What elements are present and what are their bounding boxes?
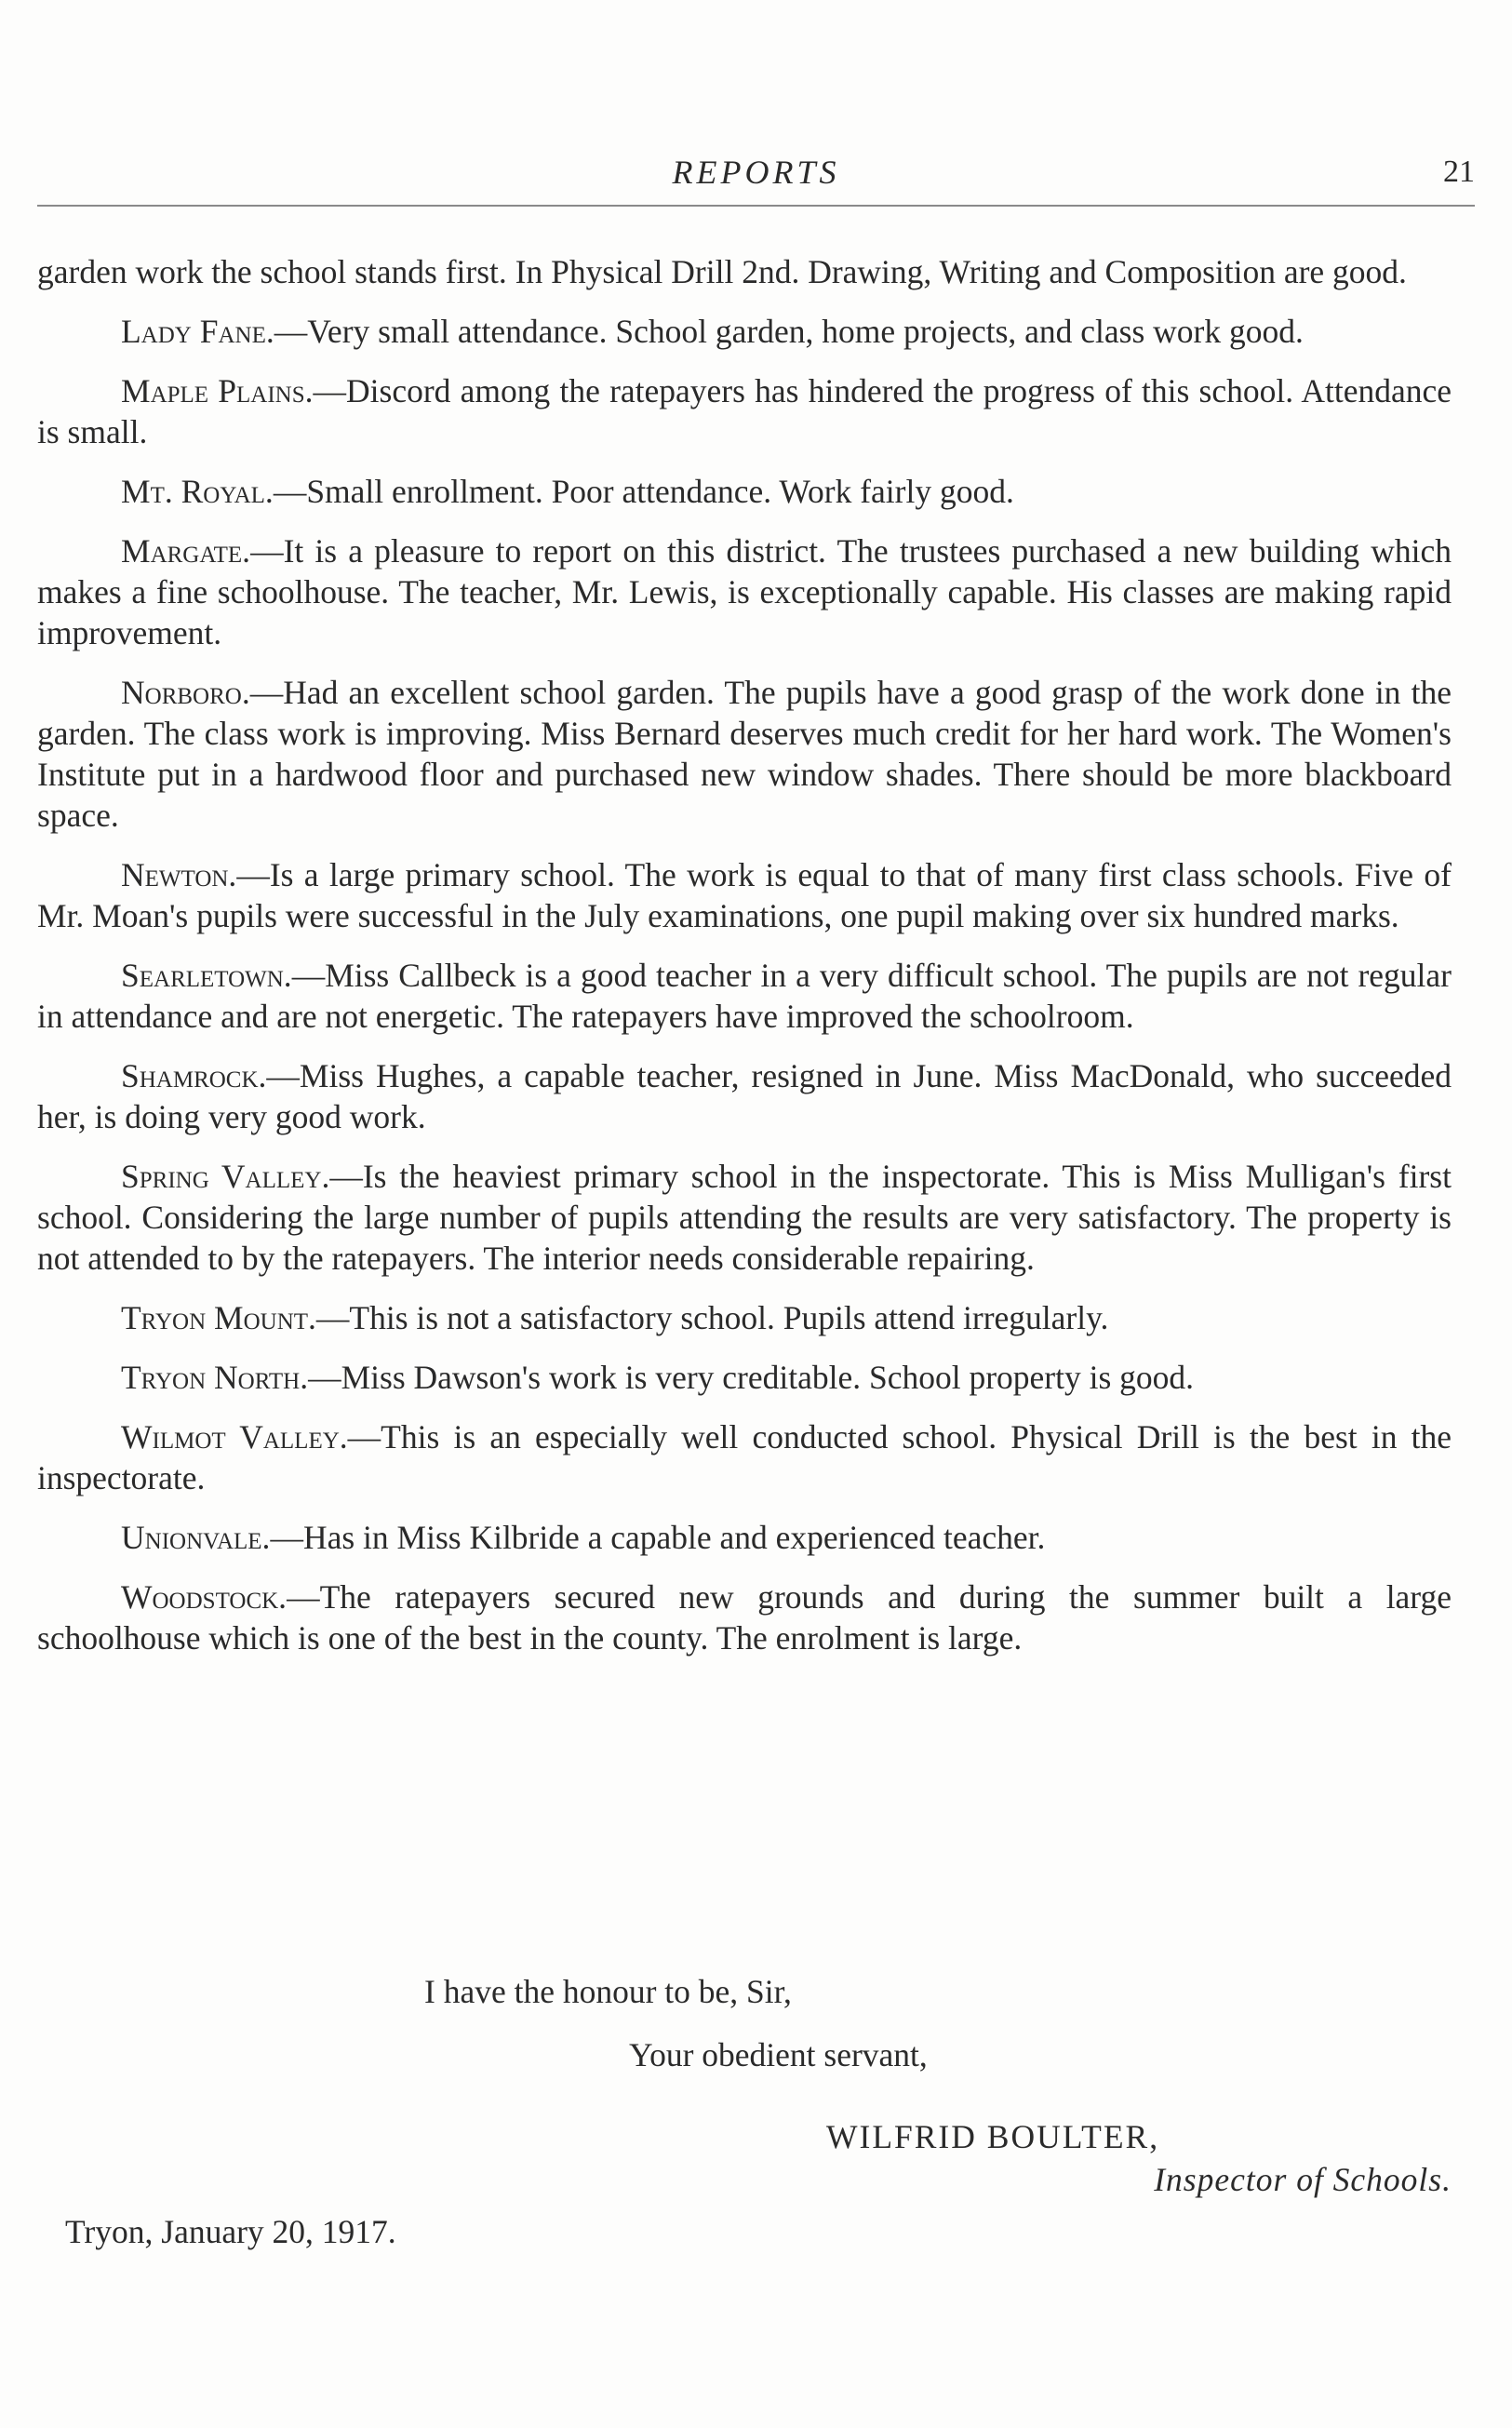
report-paragraph-mt-royal bbox=[37, 471, 1452, 512]
paragraph-text: —Is the heaviest primary school in the inspectorate. This is Miss Mulligan's first school. Considering the large number of pupils attending the results are very satisfactory. The property is not attended to by the ratepayers. The interior needs considerable repairing. bbox=[37, 1158, 1452, 1277]
report-paragraph-searletown bbox=[37, 955, 1452, 1037]
report-paragraph-woodstock bbox=[37, 1576, 1452, 1658]
paragraph-text: —Miss Hughes, a capable teacher, resigned in June. Miss MacDonald, who succeeded her, is doing very good work. bbox=[37, 1057, 1452, 1135]
school-name: Tryon North. bbox=[121, 1359, 309, 1396]
closing-servant: Your obedient servant, bbox=[629, 2036, 928, 2073]
report-paragraph-newton bbox=[37, 854, 1452, 936]
header-rule bbox=[37, 205, 1475, 207]
school-name: Unionvale. bbox=[121, 1519, 271, 1556]
school-name: Wilmot Valley. bbox=[121, 1418, 348, 1455]
place-date: Tryon, January 20, 1917. bbox=[65, 2213, 396, 2250]
running-title: REPORTS bbox=[672, 154, 840, 191]
paragraph-text: —This is not a satisfactory school. Pupils attend irregularly. bbox=[315, 1299, 1109, 1336]
paragraph-text: —The ratepayers secured new grounds and during the summer built a large schoolhouse which is one of the best in the county. The enrolment is large. bbox=[37, 1578, 1452, 1657]
report-paragraph-tryon-mount bbox=[37, 1297, 1452, 1338]
report-paragraph-spring-valley bbox=[37, 1156, 1452, 1279]
school-name: Shamrock. bbox=[121, 1057, 267, 1094]
closing-salutation: I have the honour to be, Sir, bbox=[424, 1973, 792, 2010]
school-name: Tryon Mount. bbox=[121, 1299, 316, 1336]
report-paragraph-lady-fane bbox=[37, 311, 1452, 352]
page-number: 21 bbox=[1443, 154, 1475, 189]
running-head bbox=[37, 149, 1475, 201]
paragraph-text: —Is a large primary school. The work is equal to that of many first class schools. Five of Mr. Moan's pupils were successful in the July examinations, one pupil making over six hundred marks. bbox=[37, 856, 1452, 934]
school-name: Searletown. bbox=[121, 957, 292, 994]
paragraph-text: —Very small attendance. School garden, home projects, and class work good. bbox=[274, 313, 1304, 350]
paragraph-text: —Discord among the ratepayers has hindered the progress of this school. Attendance is small. bbox=[37, 372, 1452, 450]
paragraph-text: —Small enrollment. Poor attendance. Work fairly good. bbox=[273, 473, 1014, 510]
report-body bbox=[37, 251, 1452, 1677]
school-name: Spring Valley. bbox=[121, 1158, 330, 1195]
report-paragraph-norboro bbox=[37, 672, 1452, 836]
report-paragraph-shamrock bbox=[37, 1055, 1452, 1137]
paragraph-text: —It is a pleasure to report on this district. The trustees purchased a new building which makes a fine schoolhouse. The teacher, Mr. Lewis, is exceptionally capable. His classes are making rapid improvement. bbox=[37, 532, 1452, 651]
report-paragraph-continuation bbox=[37, 251, 1452, 292]
paragraph-text: —Miss Callbeck is a good teacher in a very difficult school. The pupils are not regular in attendance and are not energetic. The ratepayers have improved the schoolroom. bbox=[37, 957, 1452, 1035]
report-paragraph-wilmot-valley bbox=[37, 1416, 1452, 1498]
signer-title: Inspector of Schools. bbox=[1154, 2161, 1452, 2198]
school-name: Norboro. bbox=[121, 674, 250, 711]
paragraph-text: —This is an especially well conducted school. Physical Drill is the best in the inspectorate. bbox=[37, 1418, 1452, 1496]
school-name: Margate. bbox=[121, 532, 251, 570]
paragraph-text: —Miss Dawson's work is very creditable. School property is good. bbox=[308, 1359, 1195, 1396]
report-paragraph-maple-plains bbox=[37, 370, 1452, 452]
report-paragraph-tryon-north bbox=[37, 1357, 1452, 1398]
report-paragraph-unionvale bbox=[37, 1517, 1452, 1558]
paragraph-text: —Had an excellent school garden. The pupils have a good grasp of the work done in the garden. The class work is improving. Miss Bernard deserves much credit for her hard work. The Women's Institute put in a hardwood floor and purchased new window shades. There should be more blackboard space. bbox=[37, 674, 1452, 834]
paragraph-text: —Has in Miss Kilbride a capable and experienced teacher. bbox=[270, 1519, 1046, 1556]
school-name: Mt. Royal. bbox=[121, 473, 274, 510]
school-name: Lady Fane. bbox=[121, 313, 274, 350]
report-paragraph-margate bbox=[37, 530, 1452, 653]
school-name: Newton. bbox=[121, 856, 237, 893]
school-name: Woodstock. bbox=[121, 1578, 288, 1616]
paragraph-text: garden work the school stands first. In Physical Drill 2nd. Drawing, Writing and Composition are good. bbox=[37, 253, 1407, 290]
school-name: Maple Plains. bbox=[121, 372, 314, 409]
signature-name: WILFRID BOULTER, bbox=[826, 2118, 1160, 2155]
